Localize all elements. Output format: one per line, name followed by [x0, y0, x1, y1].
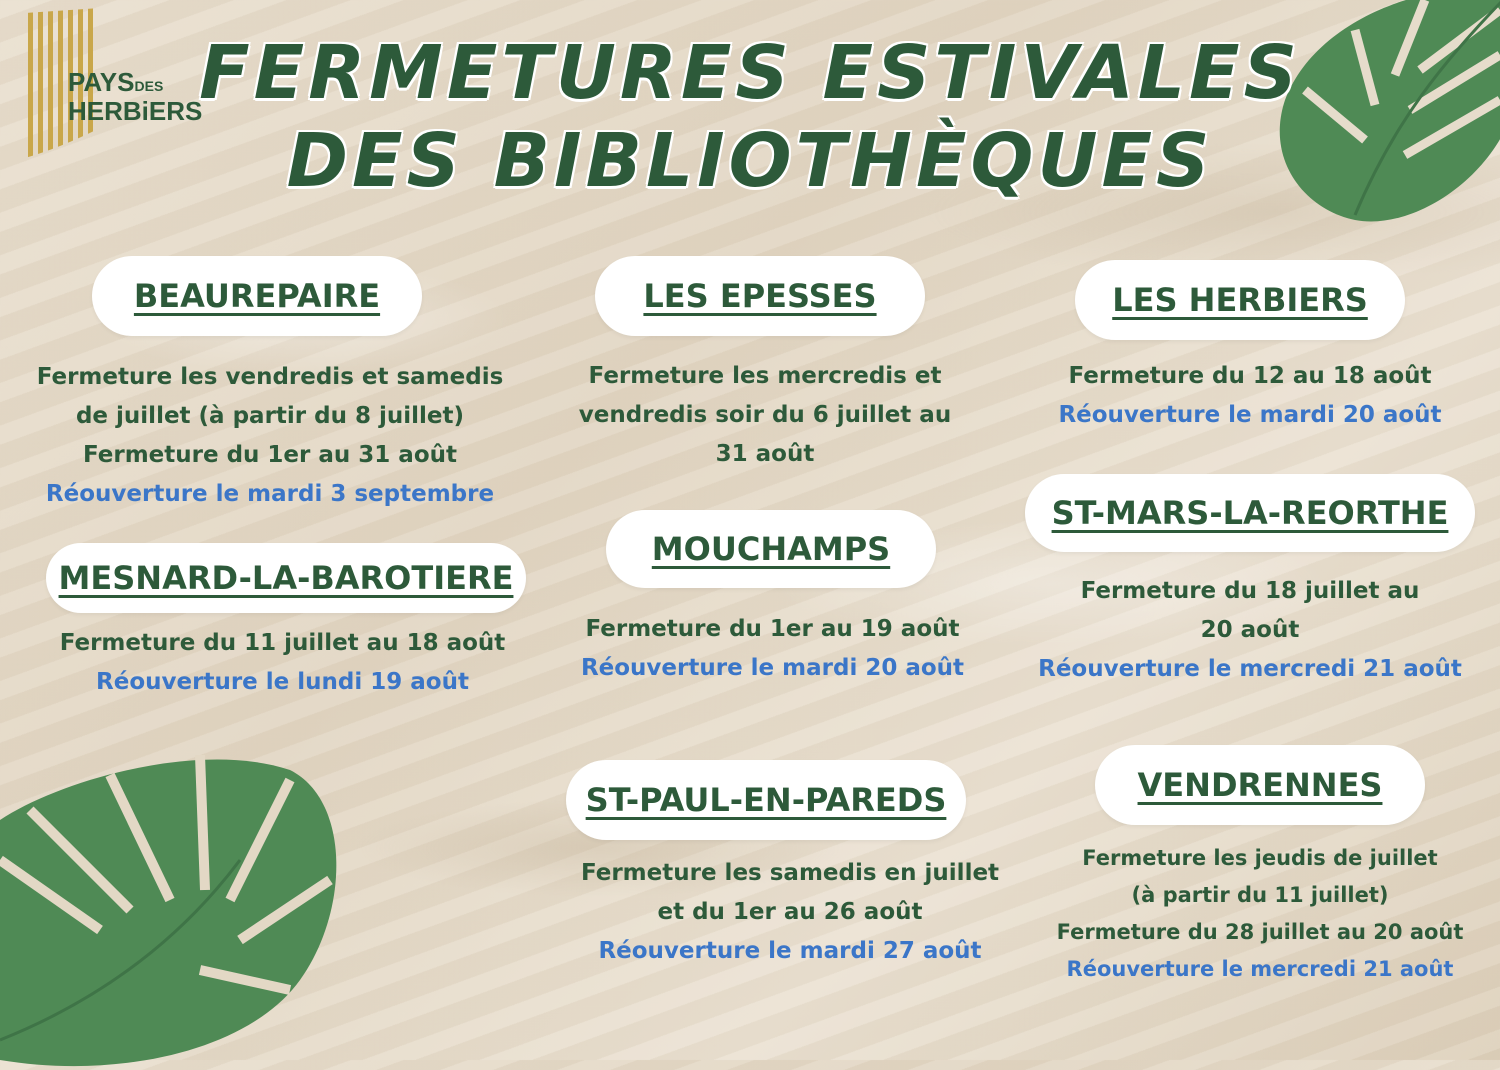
library-info-les-herbiers — [1020, 357, 1480, 435]
library-pill-st-mars-la-reorthe — [1025, 474, 1475, 552]
library-name: BEAUREPAIRE — [133, 277, 381, 315]
closure-line: 20 août — [1200, 617, 1300, 643]
logo-word-des: DES — [134, 78, 164, 94]
library-name: LES HERBIERS — [1112, 281, 1368, 319]
reopening-line: Réouverture le mercredi 21 août — [1038, 656, 1462, 682]
library-pill-beaurepaire — [92, 256, 422, 336]
closure-line: Fermeture du 1er au 19 août — [585, 616, 960, 642]
logo-word-pays: PAYS — [68, 67, 135, 97]
library-name: VENDRENNES — [1137, 766, 1383, 804]
library-pill-vendrennes — [1095, 745, 1425, 825]
library-pill-mesnard-la-barotiere — [46, 543, 526, 613]
reopening-line: Réouverture le mardi 3 septembre — [45, 481, 495, 507]
library-info-st-mars-la-reorthe — [1020, 572, 1480, 689]
page-title-line1: FERMETURES ESTIVALES — [199, 30, 1301, 116]
closure-line: Fermeture les vendredis et samedis — [36, 364, 504, 390]
closure-line: vendredis soir du 6 juillet au — [578, 402, 952, 428]
library-name: ST-MARS-LA-REORTHE — [1051, 494, 1449, 532]
closure-line: et du 1er au 26 août — [657, 899, 923, 925]
closure-line: de juillet (à partir du 8 juillet) — [75, 403, 465, 429]
closure-line: (à partir du 11 juillet) — [1131, 883, 1389, 907]
logo-word-herbiers: HERBiERS — [68, 96, 203, 126]
closure-line: Fermeture les jeudis de juillet — [1082, 846, 1438, 870]
library-name: ST-PAUL-EN-PAREDS — [585, 781, 947, 819]
library-name: MESNARD-LA-BAROTIERE — [58, 559, 514, 597]
reopening-line: Réouverture le mardi 27 août — [598, 938, 982, 964]
library-info-les-epesses — [535, 357, 995, 474]
page-title-line2: DES BIBLIOTHÈQUES — [286, 118, 1214, 204]
library-info-vendrennes — [1030, 840, 1490, 988]
library-pill-st-paul-en-pareds — [566, 760, 966, 840]
library-info-mesnard-la-barotiere — [20, 624, 545, 702]
library-pill-les-herbiers — [1075, 260, 1405, 340]
library-info-st-paul-en-pareds — [545, 854, 1035, 971]
library-info-mouchamps — [545, 610, 1000, 688]
closure-line: Fermeture les samedis en juillet — [580, 860, 1000, 886]
library-pill-mouchamps — [606, 510, 936, 588]
reopening-line: Réouverture le mardi 20 août — [1058, 402, 1442, 428]
reopening-line: Réouverture le lundi 19 août — [96, 669, 469, 695]
closure-line: Fermeture du 28 juillet au 20 août — [1056, 920, 1464, 944]
reopening-line: Réouverture le mardi 20 août — [580, 655, 965, 681]
closure-line: Fermeture du 12 au 18 août — [1068, 363, 1432, 389]
monstera-leaf-bottom-left-icon — [0, 740, 360, 1070]
closure-line: 31 août — [715, 441, 815, 467]
library-info-beaurepaire — [20, 358, 520, 514]
closure-line: Fermeture du 11 juillet au 18 août — [59, 630, 506, 656]
library-name: LES EPESSES — [643, 277, 877, 315]
library-name: MOUCHAMPS — [651, 530, 891, 568]
closure-line: Fermeture les mercredis et — [588, 363, 942, 389]
closure-line: Fermeture du 18 juillet au — [1080, 578, 1420, 604]
closure-line: Fermeture du 1er au 31 août — [82, 442, 457, 468]
library-pill-les-epesses — [595, 256, 925, 336]
reopening-line: Réouverture le mercredi 21 août — [1066, 957, 1454, 981]
